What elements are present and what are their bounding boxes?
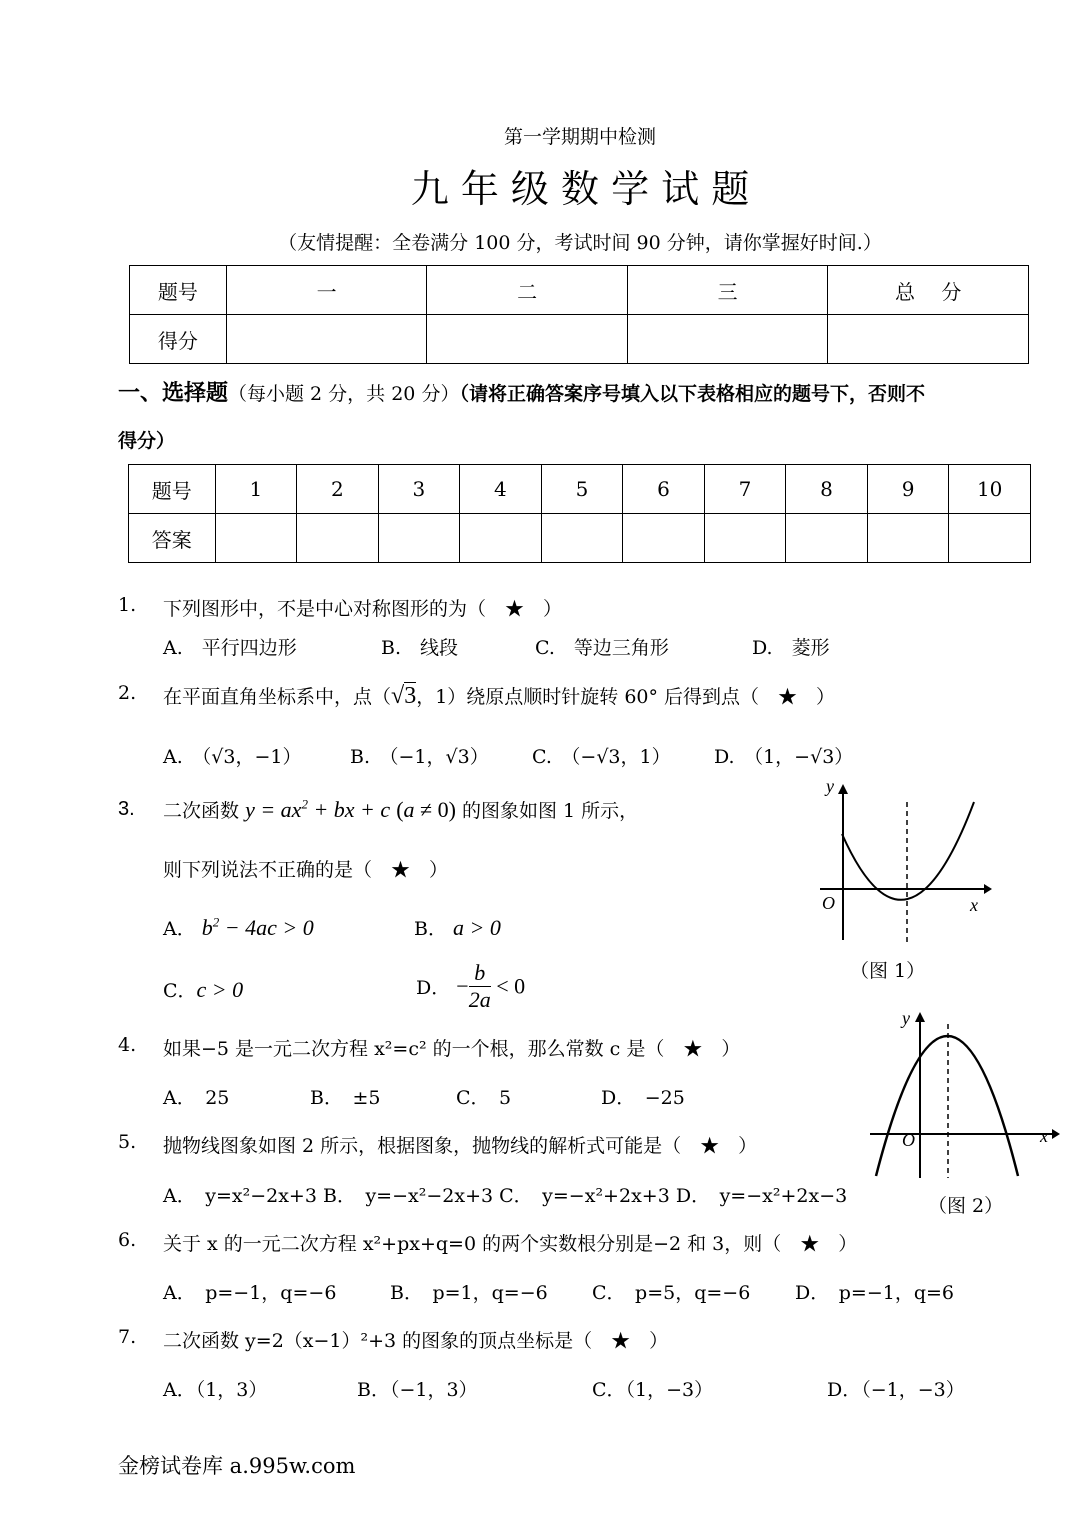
option-a-math: $b^2 - 4ac > 0$ xyxy=(201,914,314,940)
score-header-cell: 三 xyxy=(627,266,828,315)
option-label: A． xyxy=(163,918,196,940)
score-header-cell: 一 xyxy=(226,266,427,315)
x-axis-arrow-icon xyxy=(984,884,992,894)
score-header-cell: 二 xyxy=(427,266,628,315)
sqrt3-expression: √3 xyxy=(391,683,417,709)
answer-input-cell[interactable] xyxy=(867,514,949,563)
y-axis-arrow-icon xyxy=(838,784,848,794)
origin-label: O xyxy=(822,893,835,913)
figure-1-caption: （图 1） xyxy=(850,960,926,982)
x-axis-label: x xyxy=(970,895,978,915)
question-number: 1. xyxy=(118,594,137,616)
quadratic-formula: $y = ax^2$ + bx + c xyxy=(245,796,391,822)
option-b: B． p=1，q=−6 xyxy=(390,1282,548,1304)
option-c: C． p=5，q=−6 xyxy=(592,1282,751,1304)
option-b: B． ±5 xyxy=(310,1087,381,1109)
score-table xyxy=(129,265,1029,364)
score-row-label: 得分 xyxy=(130,315,227,364)
question-number: 6. xyxy=(118,1229,137,1251)
answer-number: 9 xyxy=(867,465,949,514)
question-number: 4. xyxy=(118,1034,137,1056)
option-label: D． xyxy=(416,977,451,999)
answer-number: 4 xyxy=(460,465,542,514)
option-b: B. （−1，√3） xyxy=(350,746,489,768)
answer-input-cell[interactable] xyxy=(786,514,868,563)
answer-input-cell[interactable] xyxy=(460,514,542,563)
figure-1-graph xyxy=(812,772,992,944)
answer-number: 8 xyxy=(786,465,868,514)
figure-2-caption: （图 2） xyxy=(928,1195,1004,1217)
score-input-cell[interactable] xyxy=(828,315,1029,364)
section-heading xyxy=(118,376,925,407)
question-number: 5. xyxy=(118,1131,137,1153)
question-text-line2: 则下列说法不正确的是（ ★ ） xyxy=(163,859,449,881)
condition: (a ≠ 0) xyxy=(396,797,456,822)
y-axis-label: y xyxy=(826,776,834,796)
option-a: A. （√3，−1） xyxy=(163,746,302,768)
option-c: C．（1，−3） xyxy=(592,1379,714,1401)
score-input-cell[interactable] xyxy=(427,315,628,364)
option-b: B. 线段 xyxy=(381,637,459,659)
option-c-math: c > 0 xyxy=(196,977,244,1002)
option-c: C. 等边三角形 xyxy=(535,637,669,659)
option-label: B． xyxy=(414,918,447,940)
exam-title: 九 年 级 数 学 试 题 xyxy=(410,167,750,211)
answer-number: 7 xyxy=(704,465,786,514)
question-number: 3. xyxy=(118,798,135,820)
exam-reminder: （友情提醒：全卷满分 100 分，考试时间 90 分钟，请你掌握好时间.） xyxy=(278,232,882,254)
option-d: D． − $\frac{b}{2a}$ < 0 xyxy=(416,960,526,1012)
answer-table xyxy=(128,464,1031,563)
answer-number: 10 xyxy=(949,465,1031,514)
option-b: B．（−1，3） xyxy=(357,1379,478,1401)
option-d: D． −25 xyxy=(601,1087,685,1109)
answer-number: 1 xyxy=(215,465,297,514)
fraction-b-2a: $\frac{b}{2a}$ xyxy=(468,960,491,1012)
figure-2-graph xyxy=(860,1006,1060,1181)
section-points: （每小题 2 分，共 20 分） xyxy=(228,383,460,405)
option-b-math: a > 0 xyxy=(453,915,501,940)
question-text: 下列图形中，不是中心对称图形的为（ ★ ） xyxy=(163,598,563,620)
answer-header-label: 题号 xyxy=(129,465,216,514)
question-text xyxy=(163,796,638,823)
option-c: C． 5 xyxy=(456,1087,512,1109)
option-c xyxy=(163,976,243,1003)
answer-input-cell[interactable] xyxy=(541,514,623,563)
parabola-curve xyxy=(876,1036,1018,1176)
answer-input-cell[interactable] xyxy=(297,514,379,563)
answer-number: 3 xyxy=(378,465,460,514)
score-input-cell[interactable] xyxy=(627,315,828,364)
question-number: 2. xyxy=(118,682,137,704)
parabola-curve xyxy=(842,802,974,900)
option-a xyxy=(163,914,314,941)
score-input-cell[interactable] xyxy=(226,315,427,364)
score-header-cell: 题号 xyxy=(130,266,227,315)
question-text-before: 二次函数 xyxy=(163,800,240,822)
y-axis-label: y xyxy=(902,1008,910,1028)
section-title: 一、选择题 xyxy=(118,381,229,406)
y-axis-arrow-icon xyxy=(915,1012,925,1022)
answer-number: 2 xyxy=(297,465,379,514)
option-a: A．（1，3） xyxy=(163,1379,268,1401)
question-text: 如果−5 是一元二次方程 x²=c² 的一个根，那么常数 c 是（ ★ ） xyxy=(163,1038,741,1060)
question-text: 二次函数 y=2（x−1）²+3 的图象的顶点坐标是（ ★ ） xyxy=(163,1330,669,1352)
question-text: 关于 x 的一元二次方程 x²+px+q=0 的两个实数根分别是−2 和 3，则（ ★ ） xyxy=(163,1233,858,1255)
section-instruction-cont: 得分） xyxy=(118,430,176,452)
question-text xyxy=(163,682,835,710)
option-label: C． xyxy=(163,980,197,1002)
answer-input-cell[interactable] xyxy=(949,514,1031,563)
exam-subtitle: 第一学期期中检测 xyxy=(503,126,656,148)
answer-input-cell[interactable] xyxy=(378,514,460,563)
footer-source: 金榜试卷库 a.995w.com xyxy=(118,1454,356,1478)
option-d: D. 菱形 xyxy=(752,637,830,659)
question-number: 7. xyxy=(118,1326,137,1348)
option-d: D. （1，−√3） xyxy=(714,746,854,768)
options-line: A． y=x²−2x+3 B． y=−x²−2x+3 C． y=−x²+2x+3 D． y=−x²+2x−3 xyxy=(163,1185,848,1207)
answer-input-cell[interactable] xyxy=(215,514,297,563)
answer-input-cell[interactable] xyxy=(623,514,705,563)
x-axis-label: x xyxy=(1040,1126,1048,1146)
question-text-before: 在平面直角坐标系中，点（ xyxy=(163,686,392,708)
option-d: D．（−1，−3） xyxy=(827,1379,965,1401)
x-axis-arrow-icon xyxy=(1052,1129,1060,1139)
option-c: C. （−√3，1） xyxy=(532,746,671,768)
answer-number: 5 xyxy=(541,465,623,514)
answer-number: 6 xyxy=(623,465,705,514)
score-header-cell: 总 分 xyxy=(828,266,1029,315)
option-b xyxy=(414,914,501,941)
section-instruction: （请将正确答案序号填入以下表格相应的题号下，否则不 xyxy=(459,383,925,405)
option-a: A. 平行四边形 xyxy=(163,637,297,659)
option-d: D． p=−1，q=6 xyxy=(795,1282,954,1304)
question-text-after: ，1）绕原点顺时针旋转 60° 后得到点（ ★ ） xyxy=(416,686,836,708)
option-a: A． 25 xyxy=(163,1087,230,1109)
answer-row-label: 答案 xyxy=(129,514,216,563)
option-a: A． p=−1，q=−6 xyxy=(163,1282,337,1304)
question-text-after: 的图象如图 1 所示， xyxy=(462,800,639,822)
question-text: 抛物线图象如图 2 所示，根据图象，抛物线的解析式可能是（ ★ ） xyxy=(163,1135,758,1157)
answer-input-cell[interactable] xyxy=(704,514,786,563)
origin-label: O xyxy=(902,1130,915,1150)
